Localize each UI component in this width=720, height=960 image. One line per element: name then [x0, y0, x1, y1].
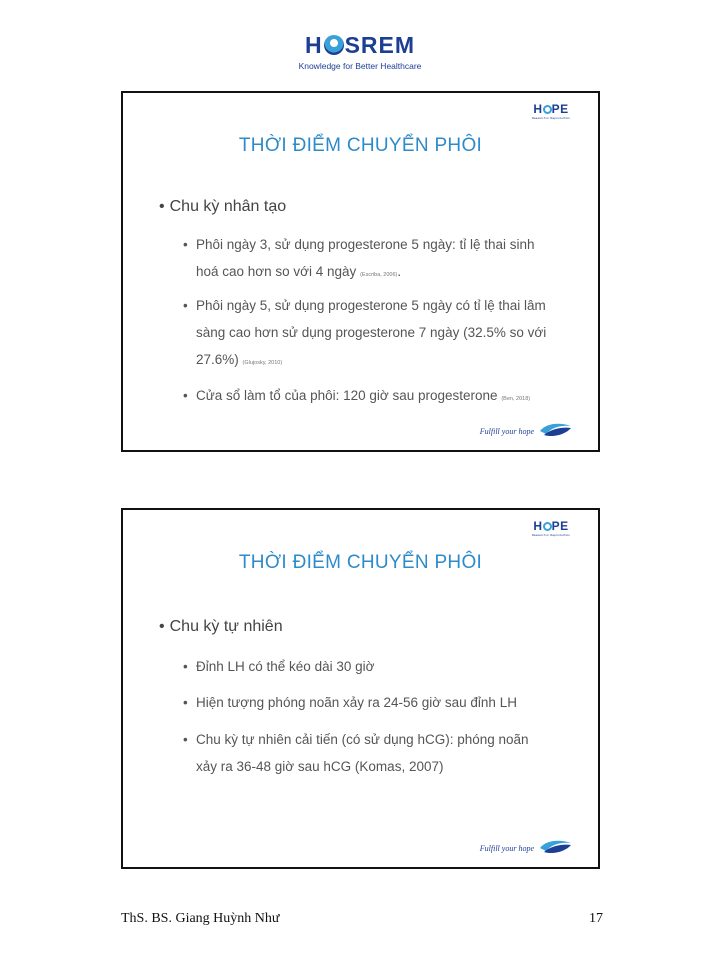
list-item-line: Phôi ngày 5, sử dụng progesterone 5 ngày có tỉ lệ thai lâm [196, 298, 546, 313]
author-name: ThS. BS. Giang Huỳnh Như [121, 911, 280, 926]
list-item [183, 382, 562, 413]
slide-1 [121, 91, 600, 452]
bullet-icon: • [183, 732, 188, 747]
hosrem-tagline: Knowledge for Better Healthcare [298, 61, 422, 71]
hosrem-letters: SREM [344, 32, 416, 58]
slide-heading-text: Chu kỳ nhân tạo [169, 198, 287, 215]
citation: (Glujosky, 2010) [242, 360, 283, 366]
citation: (Escriba, 2006) [360, 272, 398, 278]
list-item [183, 292, 562, 377]
list-item-line: Đỉnh LH có thể kéo dài 30 giờ [196, 659, 375, 674]
hope-footer-text: Fulfill your hope [479, 844, 534, 853]
list-item-line: Phôi ngày 3, sử dụng progesterone 5 ngày: tỉ lệ thai sinh [196, 237, 535, 252]
hope-subtitle: Research in Reproduction [531, 116, 571, 120]
list-item-line: Cửa sổ làm tổ của phôi: 120 giờ sau progesterone [196, 388, 498, 403]
list-item-line: hoá cao hơn so với 4 ngày [196, 264, 357, 279]
hope-logo [530, 103, 572, 120]
slide-title: THỜI ĐIỂM CHUYỂN PHÔI [238, 135, 483, 156]
list-item [183, 689, 562, 716]
hope-wordmark [530, 520, 572, 533]
hope-wave-icon [538, 422, 572, 438]
hope-logo [530, 520, 572, 537]
citation: (Ben, 2018) [501, 396, 531, 402]
list-item-tail: . [397, 264, 402, 279]
slide-heading: • Chu kỳ nhân tạo [159, 198, 287, 215]
hope-subtitle: Research in Reproduction [531, 533, 571, 537]
hope-letter-h: H [533, 102, 543, 116]
slide-title: THỜI ĐIỂM CHUYỂN PHÔI [238, 552, 483, 573]
list-item [183, 726, 562, 780]
list-item-line: 27.6%) [196, 352, 239, 367]
hope-wordmark [530, 103, 572, 116]
bullet-icon: • [183, 388, 188, 403]
bullet-icon: • [183, 237, 188, 252]
slide-heading: • Chu kỳ tự nhiên [159, 618, 283, 635]
hope-letters: PE [551, 519, 569, 533]
hope-letters: PE [551, 102, 569, 116]
hope-o-icon [543, 105, 552, 114]
list-item [183, 231, 562, 289]
bullet-icon: • [183, 695, 188, 710]
hope-footer-text: Fulfill your hope [479, 427, 534, 436]
list-item-line: Chu kỳ tự nhiên cải tiến (có sử dụng hCG): phóng noãn [196, 732, 529, 747]
list-item [183, 653, 562, 680]
hosrem-letter-h: H [304, 32, 323, 58]
hope-o-icon [543, 522, 552, 531]
hosrem-logo [290, 30, 430, 78]
hope-wave-icon [538, 839, 572, 855]
list-item-line: xảy ra 36-48 giờ sau hCG (Komas, 2007) [196, 759, 444, 774]
slide-2 [121, 508, 600, 869]
slide-heading-text: Chu kỳ tự nhiên [169, 618, 283, 635]
bullet-icon: • [183, 298, 188, 313]
hosrem-wordmark [290, 30, 430, 60]
page-number: 17 [589, 911, 603, 926]
hosrem-globe-icon [324, 35, 344, 55]
list-item-line: Hiện tượng phóng noãn xảy ra 24-56 giờ sau đỉnh LH [196, 695, 517, 710]
bullet-icon: • [183, 659, 188, 674]
list-item-line: sàng cao hơn sử dụng progesterone 7 ngày (32.5% so với [196, 325, 547, 340]
hope-letter-h: H [533, 519, 543, 533]
